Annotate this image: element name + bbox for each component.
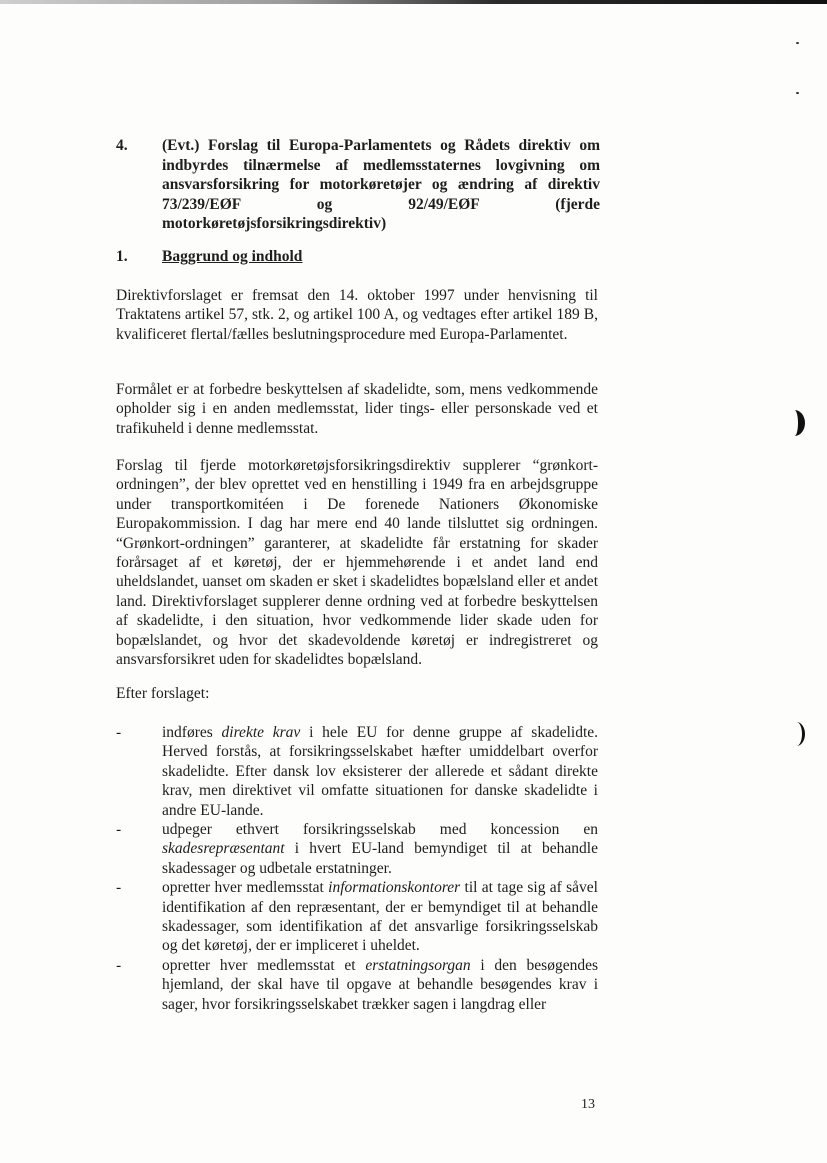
list-dash: - xyxy=(116,956,122,974)
paragraph: Forslag til fjerde motorkøretøjsforsikringsdirektiv supplerer “grønkort-ordningen”, der blev oprettet ved en henstilling i 1949 fra en arbejdsgruppe under transportkomitéen i De forenede Nationers Økonomiske Europakommission. I dag har mere end 40 lande tilsluttet sig ordningen. “Grønkort-ordningen” garanterer, at skadelidte får erstatning for skader forårsaget af et køretøj, der er hjemmehørende i et andet land end uheldslandet, uanset om skaden er sket i skadelidtes bopælsland eller et andet land. Direktivforslaget supplerer denne ordning ved at forbedre beskyttelsen af skadelidte, i den situation, hvor vedkommende lider skade uden for bopælslandet, og hvor det skadevoldende køretøj er indregistreret og ansvarsforsikret uden for skadelidtes bopælsland. xyxy=(116,457,598,669)
scan-speck xyxy=(796,42,799,44)
agenda-item-title: (Evt.) Forslag til Europa-Parlamentets og Rådets direktiv om indbyrdes tilnærmelse af medlemsstaternes lovgivning om ansvarsforsikring for motorkøretøjer og ændring af direktiv 73/239/EØF og 92/49/EØF (fjerde motorkøretøjsforsikringsdirektiv) xyxy=(162,137,600,233)
list-item xyxy=(116,820,598,878)
section-title: Baggrund og indhold xyxy=(162,248,303,265)
paragraph: Direktivforslaget er fremsat den 14. oktober 1997 under henvisning til Traktatens artikel 57, stk. 2, og artikel 100 A, og vedtages efter artikel 189 B, kvalificeret flertal/fælles beslutningsprocedure med Europa-Parlamentet. xyxy=(116,287,598,343)
list-item-text: udpeger ethvert forsikringsselskab med koncession en xyxy=(162,821,598,839)
agenda-item-number: 4. xyxy=(116,137,128,154)
emphasis: skadesrepræsentant xyxy=(162,840,285,858)
binder-hole-mark xyxy=(788,722,805,746)
proposal-list xyxy=(116,723,598,1014)
list-item xyxy=(116,878,598,956)
list-item-text: opretter hver medlemsstat et xyxy=(162,956,366,974)
list-item xyxy=(116,956,598,1014)
paragraph: Formålet er at forbedre beskyttelsen af skadelidte, som, mens vedkommende opholder sig i en anden medlemsstat, lider tings- eller personskade ved et trafikuheld i denne medlemsstat. xyxy=(116,381,598,437)
binder-hole-mark xyxy=(784,410,805,436)
list-item-text: indføres xyxy=(162,724,222,741)
emphasis: direkte krav xyxy=(221,724,301,741)
list-item xyxy=(116,723,598,820)
list-item-text: til at tage sig af såvel identifikation af den repræsentant, der er bemyndiget til at behandle skadessager, som identifikation af det ansvarlige forsikringsselskab og det køretøj, der er impliceret i uheldet. xyxy=(162,879,598,955)
list-item-text: i den besøgendes hjemland, der skal have til opgave at behandle besøgendes krav i sager, hvor forsikringsselskabet trækker sagen i langdrag eller xyxy=(162,956,598,1013)
agenda-item-heading xyxy=(116,136,600,234)
list-item-text: opretter hver medlemsstat xyxy=(162,879,329,897)
emphasis: erstatningsorgan xyxy=(365,956,471,974)
list-item-text: i hvert EU-land bemyndiget til at behandle skadessager og udbetale erstatninger. xyxy=(162,840,598,877)
emphasis: informationskontorer xyxy=(328,879,461,897)
list-dash: - xyxy=(116,724,122,741)
section-number: 1. xyxy=(116,248,128,265)
list-item-text: i hele EU for denne gruppe af skadelidte. Herved forstås, at forsikringsselskabet hæfter umiddelbart overfor skadelidte. Efter dansk lov eksisterer der allerede et sådant direkte krav, men direktivet vil omfatte situationen for danske skadelidte i andre EU-lande. xyxy=(162,724,599,819)
page-number: 13 xyxy=(581,1097,595,1112)
section-heading xyxy=(116,248,303,266)
list-dash: - xyxy=(116,879,122,897)
scan-top-edge xyxy=(0,0,827,4)
scan-speck xyxy=(796,92,799,94)
paragraph: Efter forslaget: xyxy=(116,685,210,702)
list-dash: - xyxy=(116,821,122,839)
